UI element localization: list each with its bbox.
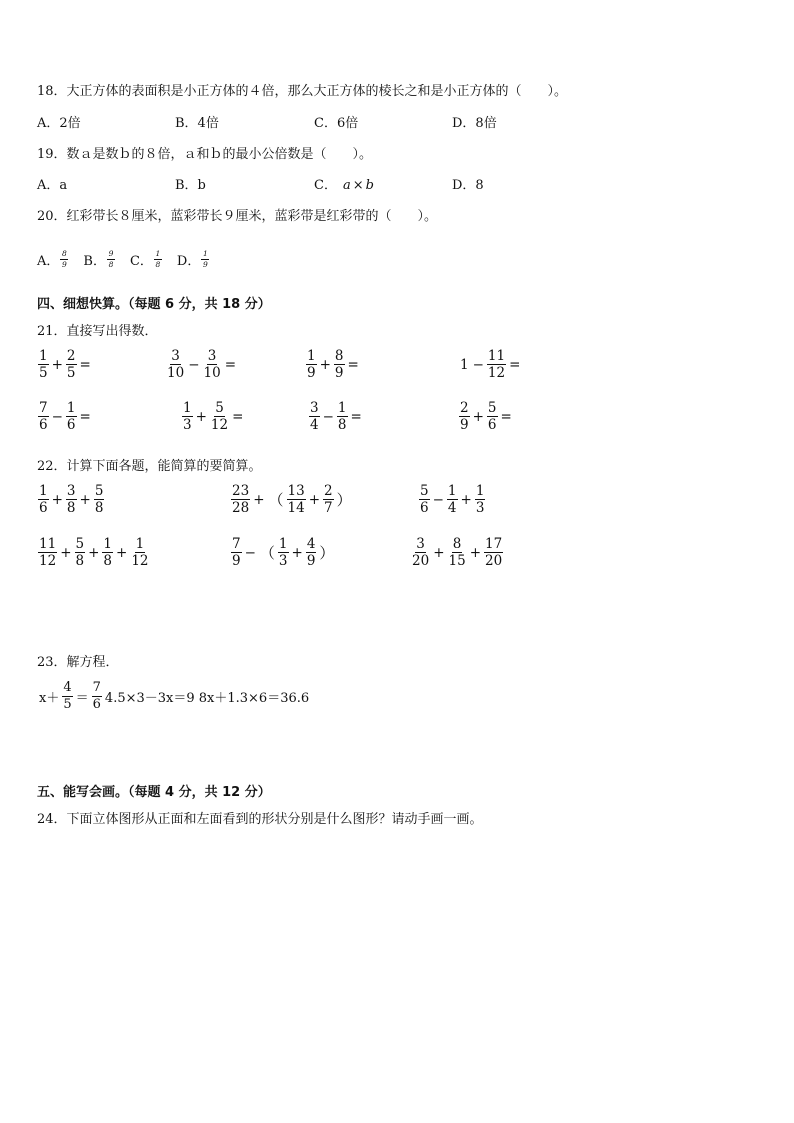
fraction <box>487 349 506 380</box>
operator: x＋ <box>39 690 60 706</box>
fraction-numerator: 8 <box>452 536 462 552</box>
q19-text: 19．数ａ是数ｂ的８倍，ａ和ｂ的最小公倍数是（ ）。 <box>37 147 373 162</box>
q19-option-c-b: b <box>365 178 374 193</box>
fraction-denominator: 8 <box>337 417 347 434</box>
fraction-numerator: 4 <box>63 680 72 695</box>
q21-expr <box>305 349 361 380</box>
fraction-numerator: 2 <box>324 483 333 499</box>
fraction <box>334 349 345 380</box>
q21-expr <box>308 401 364 432</box>
operator: = <box>350 408 362 425</box>
fraction-denominator: 8 <box>94 500 104 517</box>
q22-expr <box>230 537 336 568</box>
fraction-numerator: 2 <box>460 400 469 416</box>
operator: + <box>88 544 100 561</box>
q20-option-b <box>83 250 116 269</box>
operator: + <box>195 408 207 425</box>
q21-expr <box>37 401 93 432</box>
q22-expr <box>37 484 105 515</box>
operator: + <box>433 544 445 561</box>
fraction-denominator: 9 <box>232 553 241 570</box>
q19-option-a: A．a <box>37 178 68 193</box>
fraction-denominator: 20 <box>485 553 503 570</box>
fraction <box>75 537 86 568</box>
q19-option-c-label: C． <box>314 178 337 193</box>
fraction-numerator: 3 <box>416 536 425 552</box>
fraction <box>102 537 113 568</box>
fraction-denominator: 4 <box>310 417 319 434</box>
fraction-denominator: 12 <box>210 417 229 434</box>
fraction <box>38 401 49 432</box>
operator: = <box>509 356 521 373</box>
fraction <box>94 484 105 515</box>
fraction <box>231 537 242 568</box>
fraction-numerator: 1 <box>337 400 347 416</box>
fraction-denominator: 12 <box>39 553 57 570</box>
fraction-numerator: 7 <box>92 680 101 695</box>
fraction <box>419 484 430 515</box>
q18-option-c: C．6倍 <box>314 116 359 131</box>
fraction-denominator: 9 <box>307 365 316 382</box>
fraction <box>66 349 77 380</box>
fraction-numerator: 17 <box>485 536 503 552</box>
q21-expr <box>37 349 93 380</box>
fraction-numerator: 5 <box>94 483 104 499</box>
operator: + <box>460 491 472 508</box>
fraction-denominator: 9 <box>306 553 316 570</box>
fraction-denominator: 9 <box>460 417 469 434</box>
fraction-denominator: 3 <box>475 500 485 517</box>
operator: + <box>51 356 63 373</box>
fraction-denominator: 12 <box>131 553 149 570</box>
parenthesis: （ <box>268 491 284 510</box>
q20-option-d <box>177 250 210 269</box>
fraction <box>38 349 49 380</box>
fraction <box>38 537 57 568</box>
fraction <box>487 401 498 432</box>
q20-option-a <box>37 250 69 269</box>
q20-option-b-label: B． <box>83 254 106 269</box>
fraction <box>447 484 458 515</box>
operator: + <box>60 544 72 561</box>
operator: + <box>472 408 484 425</box>
q19-option-c-a: a <box>342 178 351 193</box>
operator: − <box>322 408 334 425</box>
operator: + <box>79 491 91 508</box>
operator: + <box>319 356 331 373</box>
q19-option-c <box>314 179 374 192</box>
fraction-numerator: 1 <box>39 483 48 499</box>
fraction <box>309 401 320 432</box>
operator: = <box>224 356 236 373</box>
q21-expr <box>165 349 238 380</box>
fraction-numerator: 23 <box>232 483 250 499</box>
fraction <box>448 537 467 568</box>
operator: + <box>51 491 63 508</box>
fraction-denominator: 6 <box>66 417 76 434</box>
fraction-numerator: 2 <box>66 348 76 364</box>
fraction <box>287 484 306 515</box>
fraction-denominator: 15 <box>448 553 466 570</box>
fraction-numerator: 3 <box>310 400 319 416</box>
fraction <box>475 484 486 515</box>
q20-option-b-fraction: $\frac{9}{8}$ <box>108 249 114 269</box>
fraction-numerator: 5 <box>215 400 224 416</box>
fraction-numerator: 13 <box>287 483 305 499</box>
q20-option-c-label: C． <box>129 254 153 269</box>
q18-option-a: A．2倍 <box>37 116 81 131</box>
fraction <box>210 401 229 432</box>
fraction-denominator: 4 <box>447 500 457 517</box>
q20-option-a-label: A． <box>37 254 60 269</box>
fraction-numerator: 1 <box>103 536 112 552</box>
operator: + <box>116 544 128 561</box>
fraction <box>166 349 185 380</box>
q23-title: 23．解方程． <box>37 655 119 670</box>
q18-text: 18．大正方体的表面积是小正方体的４倍，那么大正方体的棱长之和是小正方体的（ ）。 <box>37 84 568 99</box>
operator: = <box>79 356 91 373</box>
q20-options <box>37 250 210 269</box>
q21-title: 21．直接写出得数． <box>37 324 158 339</box>
section-4-heading: 四、细想快算。（每题 6 分，共 18 分） <box>37 297 271 312</box>
parenthesis: ） <box>336 491 352 510</box>
fraction-denominator: 5 <box>39 365 48 382</box>
q22-expr <box>410 537 504 568</box>
fraction-numerator: 1 <box>475 483 485 499</box>
parenthesis: （ <box>259 544 275 563</box>
q19-option-d: D．8 <box>452 178 484 193</box>
q22-title: 22．计算下面各题，能简算的要简算。 <box>37 459 262 474</box>
operator: − <box>244 544 256 561</box>
fraction-denominator: 7 <box>324 500 333 517</box>
operator: = <box>500 408 512 425</box>
section-5-heading: 五、能写会画。（每题 4 分，共 12 分） <box>37 785 271 800</box>
fraction-denominator: 5 <box>66 365 76 382</box>
fraction <box>231 484 250 515</box>
fraction <box>323 484 334 515</box>
fraction-numerator: 1 <box>278 536 288 552</box>
fraction-numerator: 7 <box>232 536 241 552</box>
fraction <box>130 537 149 568</box>
fraction-numerator: 5 <box>487 400 497 416</box>
operator: 4.5×3－3x＝9 8x＋1.3×6＝36.6 <box>104 690 310 706</box>
q22-expr <box>37 537 151 568</box>
fraction <box>38 484 49 515</box>
q20-option-d-fraction: $\frac{1}{9}$ <box>202 249 208 269</box>
operator: + <box>291 544 303 561</box>
fraction <box>62 681 72 711</box>
fraction-numerator: 3 <box>207 348 217 364</box>
fraction-denominator: 6 <box>39 500 48 517</box>
fraction-denominator: 5 <box>63 696 72 712</box>
operator: − <box>188 356 200 373</box>
fraction-numerator: 8 <box>334 348 344 364</box>
q21-expr <box>458 401 514 432</box>
q21-expr <box>181 401 245 432</box>
operator: + <box>469 544 481 561</box>
fraction-denominator: 9 <box>334 365 344 382</box>
fraction <box>337 401 348 432</box>
operator: ＝ <box>75 690 89 706</box>
q18-option-b: B．4倍 <box>175 116 219 131</box>
q23-equations <box>37 681 311 711</box>
fraction <box>92 681 102 711</box>
q22-expr <box>230 484 354 515</box>
fraction-denominator: 6 <box>420 500 429 517</box>
fraction-denominator: 6 <box>487 417 497 434</box>
fraction-numerator: 5 <box>75 536 85 552</box>
fraction-numerator: 1 <box>447 483 457 499</box>
fraction <box>306 349 317 380</box>
q21-expr <box>458 349 522 380</box>
fraction-denominator: 6 <box>39 417 48 434</box>
fraction <box>306 537 317 568</box>
q22-expr <box>418 484 486 515</box>
operator: + <box>308 491 321 508</box>
operator: − <box>432 491 444 508</box>
fraction-denominator: 14 <box>287 500 305 517</box>
fraction-denominator: 10 <box>203 365 221 382</box>
fraction-denominator: 6 <box>92 696 101 712</box>
fraction-numerator: 3 <box>171 348 180 364</box>
fraction-numerator: 1 <box>307 348 316 364</box>
q24-text: 24．下面立体图形从正面和左面看到的形状分别是什么图形？请动手画一画。 <box>37 812 483 827</box>
q20-text: 20．红彩带长８厘米，蓝彩带长９厘米，蓝彩带是红彩带的（ ）。 <box>37 209 438 224</box>
fraction-denominator: 8 <box>75 553 85 570</box>
fraction-denominator: 8 <box>66 500 76 517</box>
q18-option-d: D．8倍 <box>452 116 497 131</box>
fraction-numerator: 11 <box>487 348 506 364</box>
q19-option-b: B．b <box>175 178 206 193</box>
fraction-numerator: 3 <box>66 483 76 499</box>
fraction <box>66 401 77 432</box>
q20-option-c <box>130 250 163 269</box>
fraction <box>484 537 503 568</box>
operator: − <box>51 408 63 425</box>
fraction <box>182 401 193 432</box>
operator: − <box>472 356 484 373</box>
operator: 1 <box>460 356 469 373</box>
fraction <box>278 537 289 568</box>
fraction-numerator: 7 <box>39 400 48 416</box>
fraction-denominator: 3 <box>183 417 192 434</box>
fraction-denominator: 8 <box>103 553 112 570</box>
fraction-numerator: 1 <box>135 536 145 552</box>
operator: = <box>347 356 359 373</box>
fraction-numerator: 5 <box>420 483 429 499</box>
fraction <box>459 401 470 432</box>
fraction <box>66 484 77 515</box>
q19-option-c-times: × <box>352 178 364 193</box>
operator: + <box>253 491 265 508</box>
fraction <box>203 349 222 380</box>
fraction-denominator: 3 <box>278 553 288 570</box>
operator: = <box>232 408 244 425</box>
fraction-numerator: 1 <box>39 348 48 364</box>
q20-option-a-fraction: $\frac{8}{9}$ <box>62 249 67 269</box>
fraction-denominator: 20 <box>412 553 430 570</box>
fraction-denominator: 12 <box>487 365 506 382</box>
fraction-numerator: 1 <box>66 400 76 416</box>
fraction-denominator: 10 <box>167 365 185 382</box>
q20-option-d-label: D． <box>176 254 201 269</box>
operator: = <box>79 408 91 425</box>
fraction-numerator: 1 <box>183 400 192 416</box>
fraction-denominator: 28 <box>232 500 250 517</box>
q20-option-c-fraction: $\frac{1}{8}$ <box>155 249 161 269</box>
fraction <box>411 537 430 568</box>
fraction-numerator: 11 <box>39 536 57 552</box>
parenthesis: ） <box>319 544 335 563</box>
fraction-numerator: 4 <box>306 536 316 552</box>
